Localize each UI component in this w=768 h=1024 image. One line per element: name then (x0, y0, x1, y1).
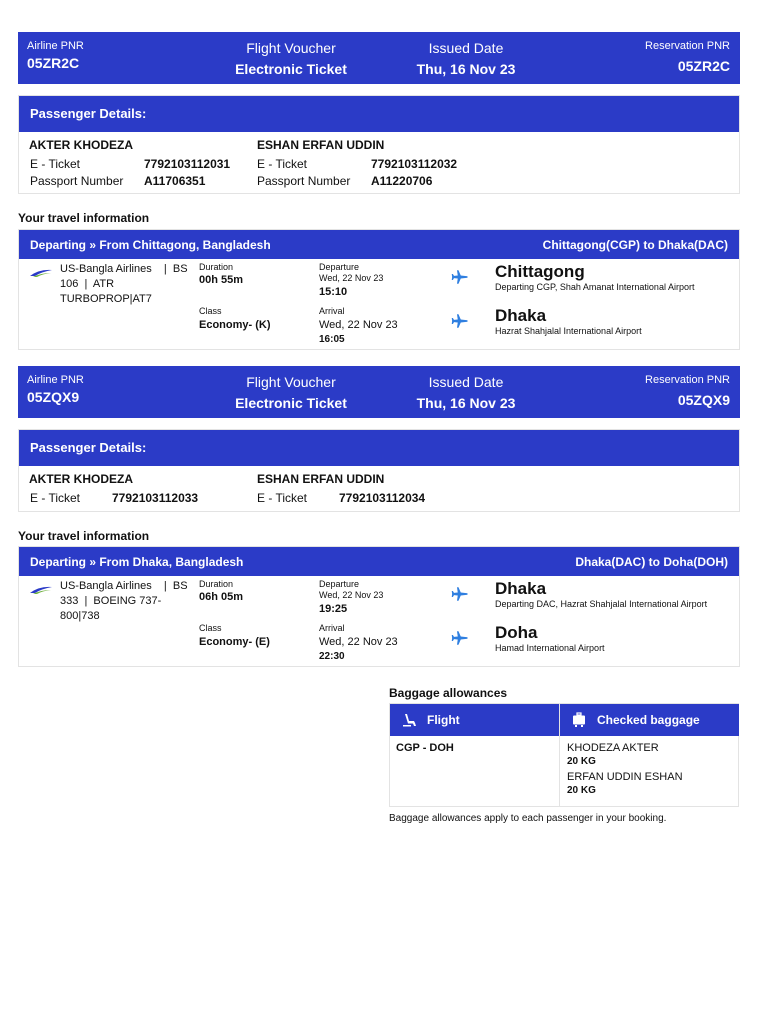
issued-date-value: Thu, 16 Nov 23 (416, 61, 516, 77)
seat-icon (402, 712, 418, 728)
passenger-name: ESHAN ERFAN UDDIN (257, 138, 385, 152)
destination-airport: Hamad International Airport (495, 643, 605, 653)
airline-line: 106 | ATR (60, 278, 115, 290)
issued-date-block (410, 40, 522, 77)
class-value: Economy- (E) (199, 636, 270, 648)
reservation-pnr-label: Reservation PNR (645, 40, 730, 52)
passport-label: Passport Number (30, 174, 124, 188)
airline-line: TURBOPROP|AT7 (60, 293, 152, 305)
voucher-header (18, 32, 740, 84)
voucher-header (18, 366, 740, 418)
baggage-route: CGP - DOH (396, 742, 454, 754)
departure-date: Wed, 22 Nov 23 (319, 590, 384, 600)
route-label: Dhaka(DAC) to Doha(DOH) (575, 555, 728, 569)
airplane-icon (451, 268, 469, 286)
departing-label: Departing » From Chittagong, Bangladesh (30, 238, 271, 252)
issued-date-block (410, 374, 522, 411)
arrival-time: 22:30 (319, 651, 345, 662)
eticket-label: E - Ticket (30, 491, 81, 505)
baggage-note: Baggage allowances apply to each passenger in your booking. (389, 813, 667, 824)
passenger-name: AKTER KHODEZA (29, 138, 133, 152)
passport-number: A11220706 (371, 174, 433, 188)
eticket-label: E - Ticket (257, 491, 308, 505)
airline-info (60, 579, 190, 624)
origin-airport: Departing CGP, Shah Amanat International Airport (495, 282, 695, 292)
arrival-label: Arrival (319, 306, 345, 316)
travel-info-title: Your travel information (18, 211, 150, 225)
passenger-details-title: Passenger Details: (19, 96, 739, 132)
passport-label: Passport Number (257, 174, 351, 188)
airline-pnr-label: Airline PNR (27, 40, 84, 52)
arrival-label: Arrival (319, 623, 345, 633)
airline-line: 333 | BOEING 737- (60, 595, 162, 607)
origin-city: Chittagong (495, 262, 585, 281)
baggage-table (389, 703, 739, 807)
airline-pnr-value: 05ZR2C (27, 55, 80, 71)
airplane-icon (451, 585, 469, 603)
passenger-name: ESHAN ERFAN UDDIN (257, 472, 385, 486)
flight-header-label: Flight (427, 713, 460, 727)
departing-label: Departing » From Dhaka, Bangladesh (30, 555, 244, 569)
class-label: Class (199, 623, 222, 633)
destination-airport: Hazrat Shahjalal International Airport (495, 326, 642, 336)
departure-date: Wed, 22 Nov 23 (319, 273, 384, 283)
voucher-subtitle: Electronic Ticket (235, 61, 347, 77)
arrival-date: Wed, 22 Nov 23 (319, 636, 398, 648)
airline-pnr-label: Airline PNR (27, 374, 84, 386)
airline-line: US-Bangla Airlines | BS (60, 263, 188, 275)
origin-airport: Departing DAC, Hazrat Shahjalal International Airport (495, 599, 708, 609)
eticket-number: 7792103112032 (371, 157, 458, 171)
airline-pnr-value: 05ZQX9 (27, 389, 80, 405)
destination-city: Doha (495, 623, 538, 642)
destination-city: Dhaka (495, 306, 547, 325)
eticket-number: 7792103112034 (339, 491, 426, 505)
passenger-details (18, 429, 740, 512)
departure-time: 15:10 (319, 286, 348, 298)
baggage-title: Baggage allowances (389, 686, 508, 700)
arrival-date: Wed, 22 Nov 23 (319, 319, 398, 331)
voucher-title-block (234, 374, 348, 411)
class-label: Class (199, 306, 222, 316)
reservation-pnr-value: 05ZQX9 (677, 392, 730, 408)
flight-segment (18, 546, 740, 667)
airplane-icon (451, 312, 469, 330)
departure-label: Departure (319, 579, 360, 589)
baggage-flight-header (390, 704, 559, 736)
issued-date-label: Issued Date (428, 40, 504, 56)
passenger-details (18, 95, 740, 194)
voucher-subtitle: Electronic Ticket (235, 395, 347, 411)
origin-city: Dhaka (495, 579, 547, 598)
segment-header (19, 230, 739, 259)
airplane-icon (451, 629, 469, 647)
airline-line: 800|738 (60, 610, 100, 622)
column-divider (559, 704, 560, 806)
voucher-title: Flight Voucher (246, 40, 336, 56)
luggage-icon (572, 712, 588, 728)
airline-pnr (27, 374, 84, 405)
duration-value: 00h 55m (199, 274, 244, 286)
passenger-name: AKTER KHODEZA (29, 472, 133, 486)
airline-pnr (27, 40, 84, 71)
baggage-checked-header (560, 704, 739, 736)
eticket-number: 7792103112033 (112, 491, 199, 505)
airline-line: US-Bangla Airlines | BS (60, 580, 188, 592)
baggage-allowance: 20 KG (567, 756, 596, 767)
issued-date-value: Thu, 16 Nov 23 (416, 395, 516, 411)
issued-date-label: Issued Date (428, 374, 504, 390)
departure-time: 19:25 (319, 603, 348, 615)
reservation-pnr-value: 05ZR2C (677, 58, 730, 74)
arrival-time: 16:05 (319, 334, 345, 345)
voucher-title: Flight Voucher (246, 374, 336, 390)
eticket-label: E - Ticket (257, 157, 308, 171)
reservation-pnr-label: Reservation PNR (645, 374, 730, 386)
eticket-number: 7792103112031 (144, 157, 231, 171)
departure-label: Departure (319, 262, 360, 272)
reservation-pnr (645, 374, 730, 408)
duration-label: Duration (199, 579, 234, 589)
baggage-passenger-name: ERFAN UDDIN ESHAN (567, 771, 683, 783)
airline-logo-icon (29, 585, 53, 595)
passenger-details-title: Passenger Details: (19, 430, 739, 466)
route-label: Chittagong(CGP) to Dhaka(DAC) (542, 238, 728, 252)
checked-header-label: Checked baggage (597, 713, 700, 727)
segment-header (19, 547, 739, 576)
duration-value: 06h 05m (199, 591, 244, 603)
reservation-pnr (645, 40, 730, 74)
travel-info-title: Your travel information (18, 529, 150, 543)
airline-logo-icon (29, 268, 53, 278)
class-value: Economy- (K) (199, 319, 271, 331)
baggage-allowance: 20 KG (567, 785, 596, 796)
eticket-label: E - Ticket (30, 157, 81, 171)
duration-label: Duration (199, 262, 234, 272)
flight-segment (18, 229, 740, 350)
voucher-title-block (234, 40, 348, 77)
airline-info (60, 262, 190, 307)
passport-number: A11706351 (144, 174, 206, 188)
baggage-passenger-name: KHODEZA AKTER (567, 742, 659, 754)
